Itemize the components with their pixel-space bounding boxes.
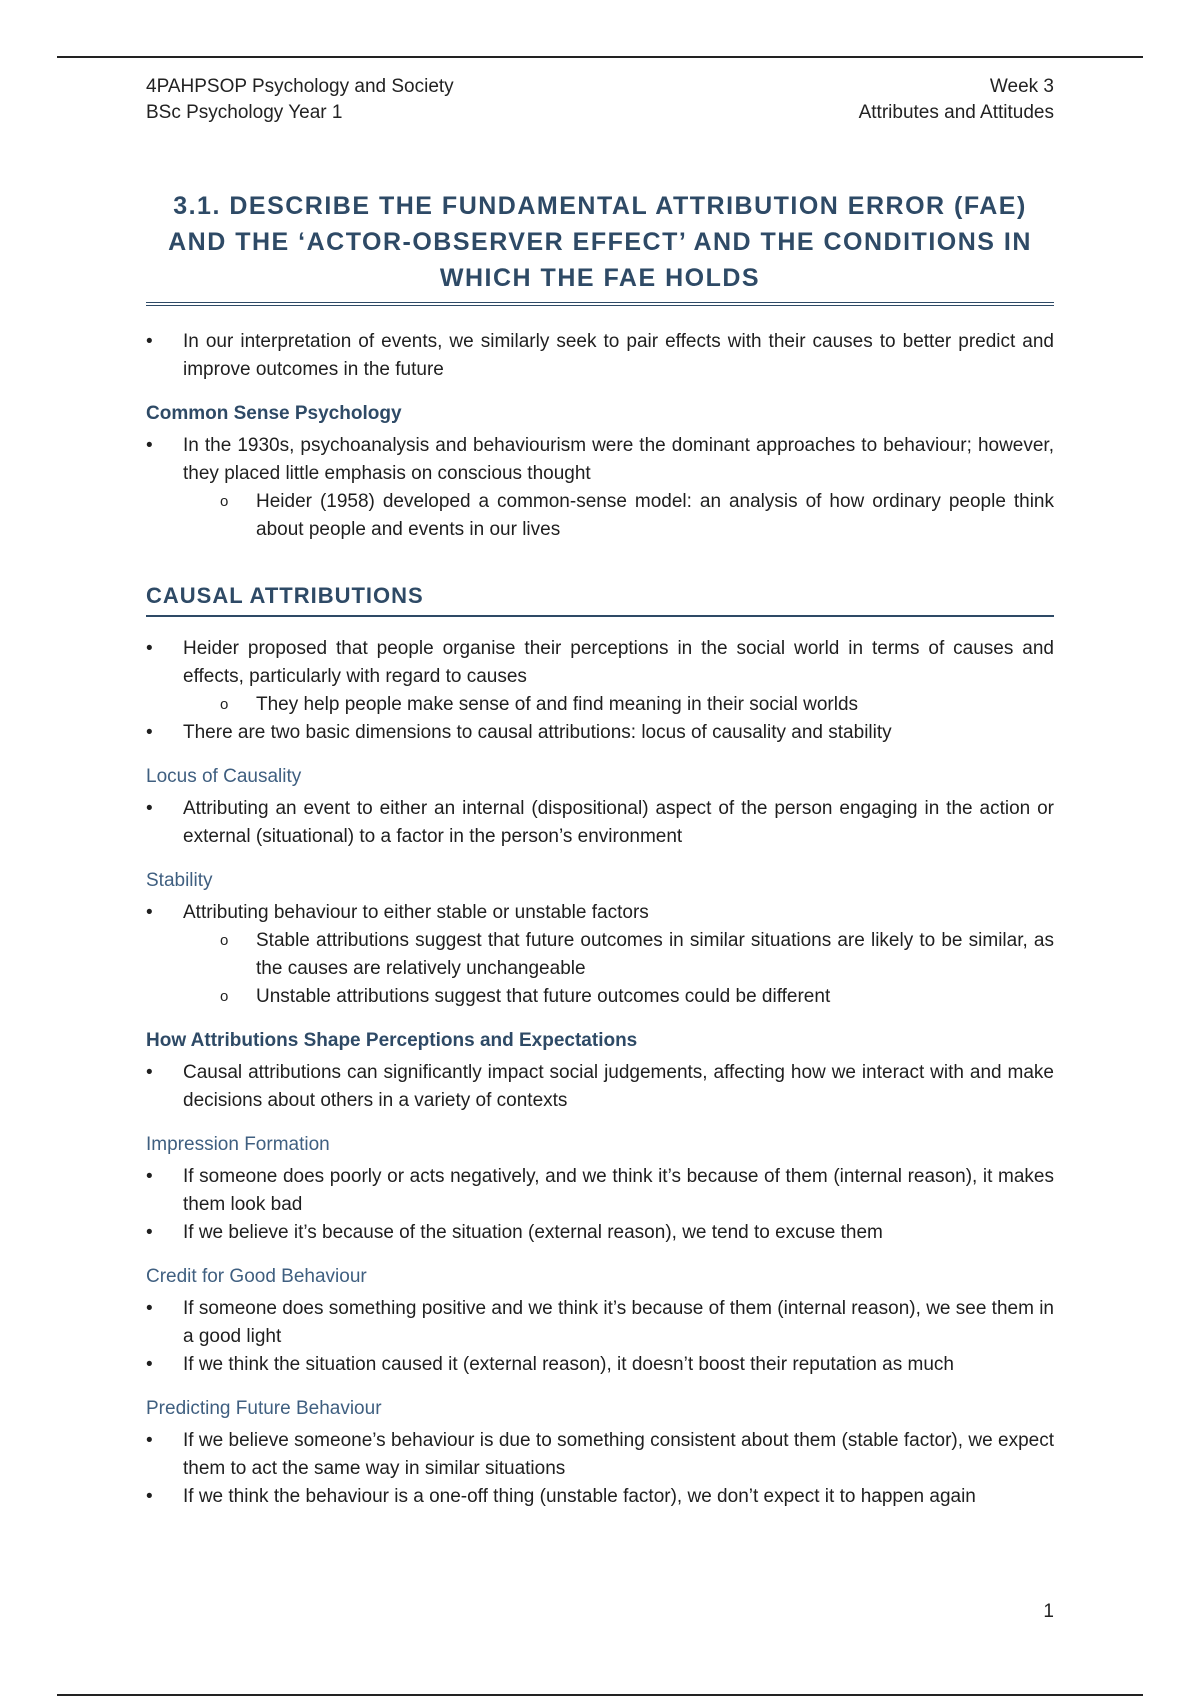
list-item: • If we think the behaviour is a one-off thing (unstable factor), we don’t expect it to happen again [146, 1483, 1054, 1511]
sub-list-item: o Heider (1958) developed a common-sense model: an analysis of how ordinary people think about people and events in our lives [183, 488, 1054, 544]
locus-list [146, 795, 1054, 851]
subheading-stability: Stability [146, 870, 213, 891]
sub-list [183, 488, 1054, 544]
subheading-common-sense: Common Sense Psychology [146, 403, 402, 424]
list-item: • Attributing an event to either an internal (dispositional) aspect of the person engaging in the action or external (situational) to a factor in the person’s environment [146, 795, 1054, 851]
list-item-text: Heider proposed that people organise their perceptions in the social world in terms of causes and effects, particularly with regard to causes [183, 638, 1054, 687]
bottom-rule [57, 1694, 1143, 1696]
intro-list [146, 328, 1054, 384]
subheading-credit: Credit for Good Behaviour [146, 1266, 367, 1287]
topic-label: Attributes and Attitudes [858, 102, 1054, 123]
header-right [859, 74, 1054, 126]
sub-list [183, 691, 1054, 719]
list-item [146, 635, 1054, 719]
list-item: • In our interpretation of events, we similarly seek to pair effects with their causes to better predict and improve outcomes in the future [146, 328, 1054, 384]
subheading-impression: Impression Formation [146, 1134, 330, 1155]
sub-list [183, 927, 1054, 1011]
page-number: 1 [1043, 1601, 1054, 1622]
heading-causal-attributions: CAUSAL ATTRIBUTIONS [146, 580, 1054, 617]
top-rule [57, 56, 1143, 58]
subheading-locus: Locus of Causality [146, 766, 302, 787]
list-item: • Causal attributions can significantly impact social judgements, affecting how we interact with and make decisions about others in a variety of contexts [146, 1059, 1054, 1115]
common-sense-list [146, 432, 1054, 544]
sub-list-item: o Unstable attributions suggest that future outcomes could be different [183, 983, 1054, 1011]
causal-list [146, 635, 1054, 747]
sub-list-item: o They help people make sense of and find meaning in their social worlds [183, 691, 1054, 719]
title-line: AND THE ‘ACTOR-OBSERVER EFFECT’ AND THE CONDITIONS IN [168, 228, 1032, 256]
list-item: • If someone does poorly or acts negatively, and we think it’s because of them (internal reason), it makes them look bad [146, 1163, 1054, 1219]
stability-list [146, 899, 1054, 1011]
document-body [146, 188, 1054, 1511]
subheading-shape: How Attributions Shape Perceptions and Expectations [146, 1030, 638, 1051]
list-item: • If someone does something positive and we think it’s because of them (internal reason), we see them in a good light [146, 1295, 1054, 1351]
list-item: • There are two basic dimensions to causal attributions: locus of causality and stability [146, 719, 1054, 747]
list-item [146, 899, 1054, 1011]
week-label: Week 3 [989, 76, 1054, 97]
list-item: • If we think the situation caused it (external reason), it doesn’t boost their reputation as much [146, 1351, 1054, 1379]
title-line: 3.1. DESCRIBE THE FUNDAMENTAL ATTRIBUTION ERROR (FAE) [173, 192, 1027, 220]
credit-list [146, 1295, 1054, 1379]
title-line: WHICH THE FAE HOLDS [439, 264, 761, 292]
programme-label: BSc Psychology Year 1 [146, 102, 343, 123]
page-header [146, 74, 1054, 126]
subheading-predict: Predicting Future Behaviour [146, 1398, 382, 1419]
section-title [146, 188, 1054, 306]
sub-list-item: o Stable attributions suggest that future outcomes in similar situations are likely to be similar, as the causes are relatively unchangeable [183, 927, 1054, 983]
header-left [146, 74, 454, 126]
course-title: 4PAHPSOP Psychology and Society [146, 76, 454, 97]
list-item [146, 432, 1054, 544]
shape-list [146, 1059, 1054, 1115]
list-item: • If we believe it’s because of the situation (external reason), we tend to excuse them [146, 1219, 1054, 1247]
impression-list [146, 1163, 1054, 1247]
list-item-text: In the 1930s, psychoanalysis and behaviourism were the dominant approaches to behaviour; however, they placed little emphasis on conscious thought [183, 435, 1054, 484]
list-item: • If we believe someone’s behaviour is due to something consistent about them (stable factor), we expect them to act the same way in similar situations [146, 1427, 1054, 1483]
list-item-text: Attributing behaviour to either stable or unstable factors [183, 902, 649, 923]
predict-list [146, 1427, 1054, 1511]
